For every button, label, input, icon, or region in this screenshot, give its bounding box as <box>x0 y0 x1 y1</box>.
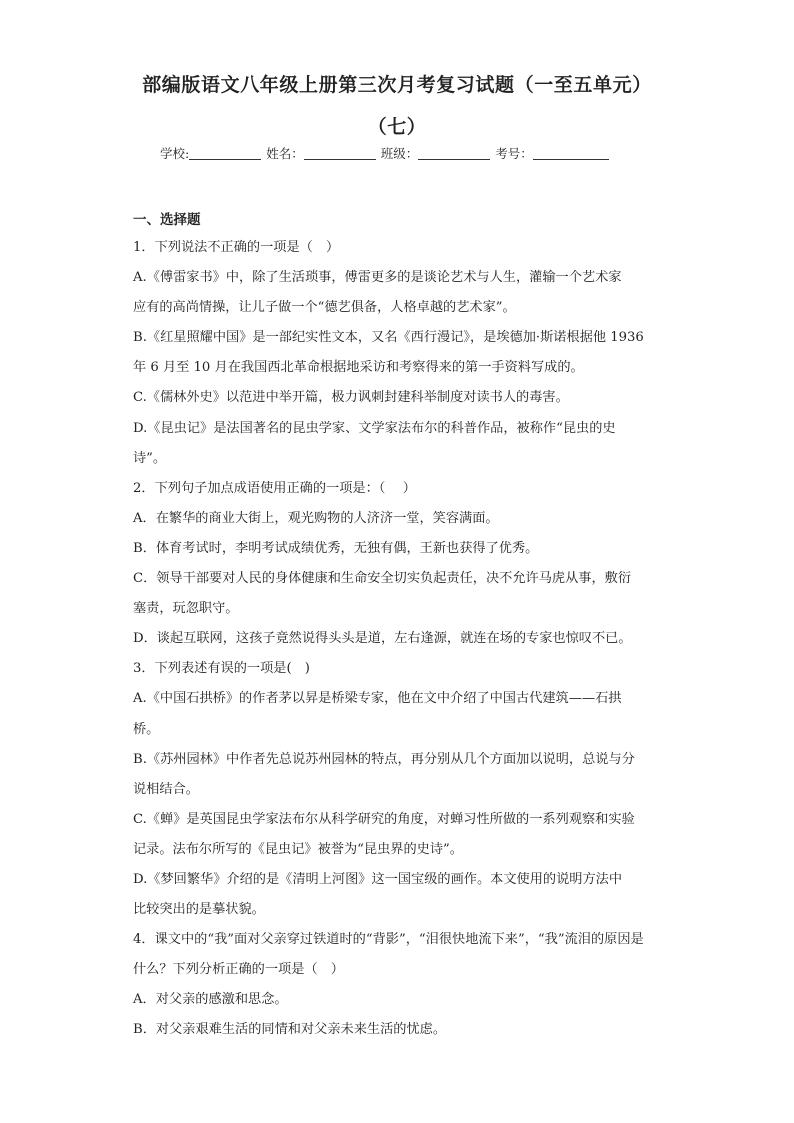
question-3-option-c: C.《蝉》是英国昆虫学家法布尔从科学研究的角度，对蝉习性所做的一系列观察和实验 <box>133 811 635 827</box>
question-3-option-b: B.《苏州园林》中作者先总说苏州园林的特点，再分别从几个方面加以说明，总说与分 <box>133 751 635 767</box>
question-4-option-b: B．对父亲艰难生活的同情和对父亲未来生活的忧虑。 <box>133 1022 447 1038</box>
question-2-option-b: B．体育考试时，李明考试成绩优秀，无独有偶，王新也获得了优秀。 <box>133 540 539 556</box>
class-label: 班级： <box>380 146 419 161</box>
class-blank[interactable] <box>418 146 490 160</box>
exam-number-blank[interactable] <box>533 146 609 160</box>
section-heading: 一、选择题 <box>133 212 201 228</box>
question-3-option-d: D.《梦回繁华》介绍的是《清明上河图》这一国宝级的画作。本文使用的说明方法中 <box>133 871 623 887</box>
question-4-option-a: A．对父亲的感激和思念。 <box>133 992 288 1008</box>
question-2-option-a: A．在繁华的商业大街上，观光购物的人济济一堂，笑容满面。 <box>133 510 499 526</box>
page-title: 部编版语文八年级上册第三次月考复习试题（一至五单元） <box>142 74 652 96</box>
page-title-subtitle: （七） <box>367 116 427 138</box>
question-2-option-d: D．谈起互联网，这孩子竟然说得头头是道，左右逢源，就连在场的专家也惊叹不已。 <box>133 631 632 647</box>
question-3-option-c-cont: 记录。法布尔所写的《昆虫记》被誉为“昆虫界的史诗”。 <box>133 841 463 857</box>
exam-number-label: 考号： <box>495 146 533 161</box>
question-3-option-a-cont: 桥。 <box>133 721 160 737</box>
question-2-stem: 2．下列句子加点成语使用正确的一项是：（ ） <box>133 480 416 496</box>
question-1-option-b-cont: 年 6 月至 10 月在我国西北革命根据地采访和考察得来的第一手资料写成的。 <box>133 360 584 376</box>
question-4-stem: 4．课文中的“我”面对父亲穿过铁道时的“背影”，“泪很快地流下来”，“我”流泪的原因是 <box>133 932 644 948</box>
school-blank[interactable] <box>189 146 261 160</box>
question-1-stem: 1．下列说法不正确的一项是（ ） <box>133 240 340 255</box>
question-1-option-d: D.《昆虫记》是法国著名的昆虫学家、文学家法布尔的科普作品，被称作“昆虫的史 <box>133 420 616 436</box>
question-1-option-b: B.《红星照耀中国》是一部纪实性文本，又名《西行漫记》，是埃德加·斯诺根据他 1936 <box>133 330 644 346</box>
question-3-option-a: A.《中国石拱桥》的作者茅以昇是桥梁专家，他在文中介绍了中国古代建筑——石拱 <box>133 691 622 707</box>
name-blank[interactable] <box>304 146 376 160</box>
question-1-option-a: A.《傅雷家书》中，除了生活琐事，傅雷更多的是谈论艺术与人生，灌输一个艺术家 <box>133 270 622 286</box>
question-3-option-b-cont: 说相结合。 <box>133 781 199 797</box>
question-2-option-c-cont: 塞责，玩忽职守。 <box>133 601 239 617</box>
question-2-option-c: C．领导干部要对人民的身体健康和生命安全切实负起责任，决不允许马虎从事，敷衍 <box>133 571 632 587</box>
question-3-stem: 3．下列表述有误的一项是( ) <box>133 661 310 677</box>
question-4-stem-cont: 什么？下列分析正确的一项是（ ） <box>133 962 344 978</box>
school-label: 学校: <box>160 146 190 161</box>
question-3-option-d-cont: 比较突出的是摹状貌。 <box>133 902 265 918</box>
question-1-option-c: C.《儒林外史》以范进中举开篇，极力讽刺封建科举制度对读书人的毒害。 <box>133 390 569 406</box>
student-info-row <box>160 144 640 162</box>
question-1-option-a-cont: 应有的高尚情操，让儿子做一个“德艺俱备，人格卓越的艺术家”。 <box>133 300 516 316</box>
name-label: 姓名： <box>266 146 304 161</box>
question-body <box>133 233 663 1046</box>
question-1-option-d-cont: 诗”。 <box>133 450 167 466</box>
